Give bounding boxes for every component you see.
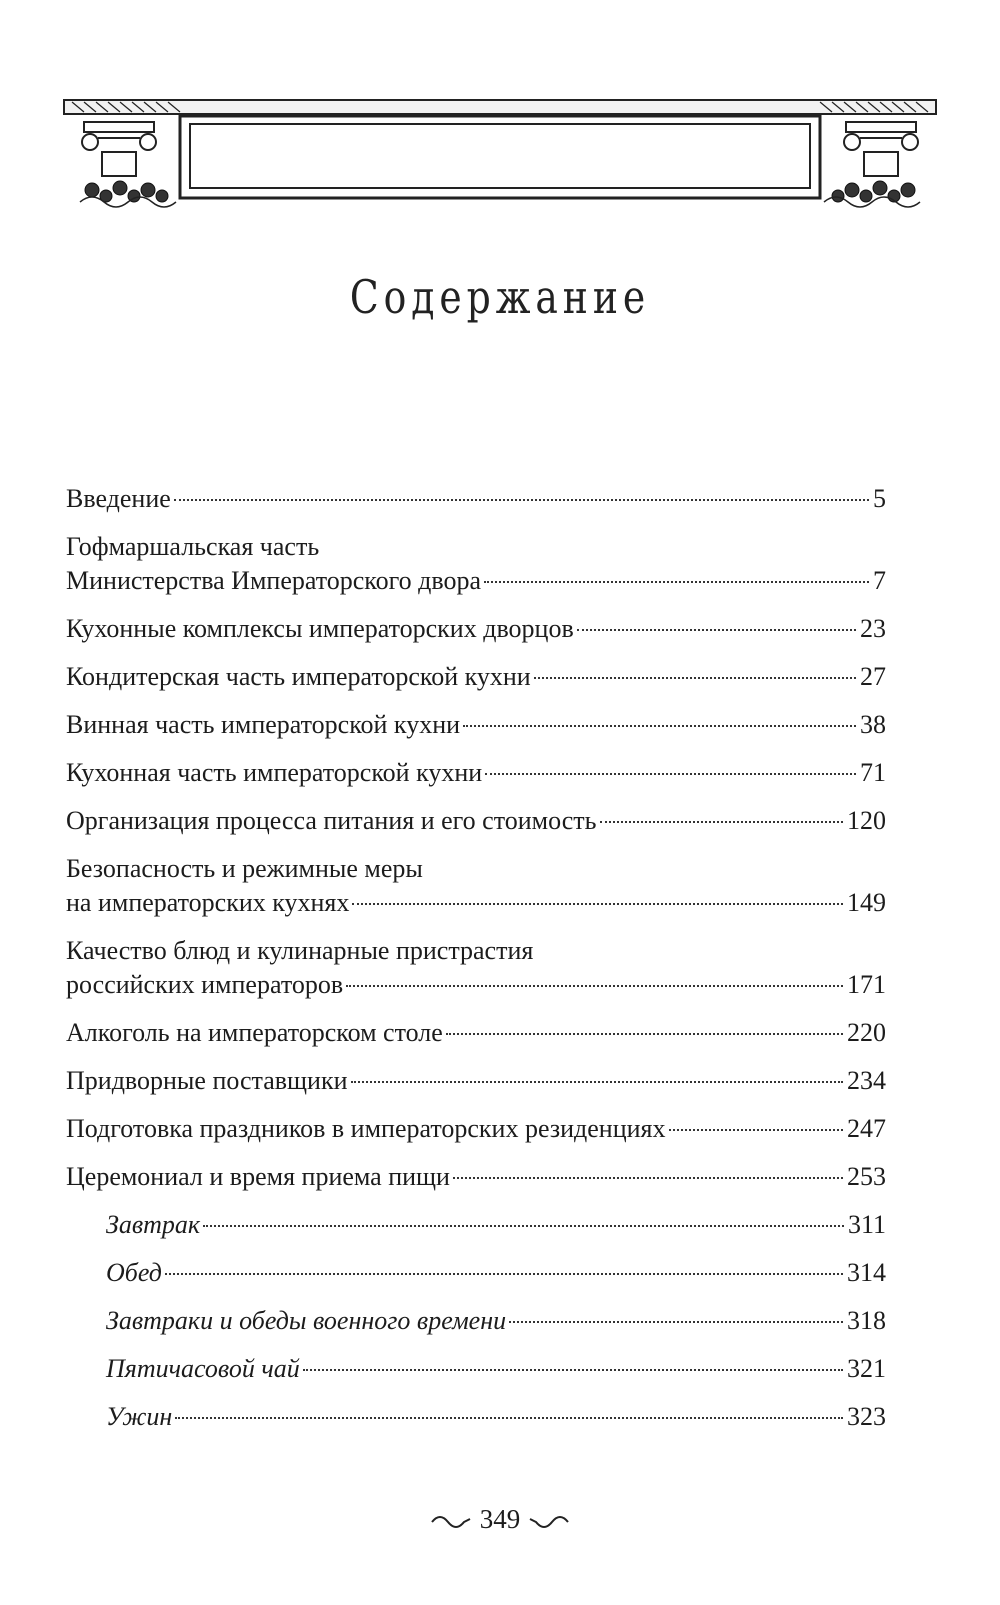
dot-leader	[351, 1081, 843, 1083]
dot-leader	[352, 903, 843, 905]
toc-entry-page: 311	[847, 1210, 886, 1239]
toc-entry-label: Церемониал и время приема пищи	[66, 1162, 450, 1191]
toc-entry-page: 234	[847, 1066, 886, 1095]
toc-entry-label: российских императоров	[66, 970, 344, 999]
toc-subentry	[66, 1304, 886, 1338]
toc-entry-page: 23	[860, 614, 886, 643]
toc-entry-label: Министерства Императорского двора	[66, 566, 481, 595]
toc-entry-label: Кухонная часть императорской кухни	[66, 758, 483, 787]
toc-entry-label: Введение	[66, 484, 171, 513]
dot-leader	[203, 1225, 844, 1227]
toc-entry-page: 220	[847, 1018, 886, 1047]
toc-entry-page: 323	[847, 1402, 886, 1431]
toc-entry-label: Кухонные комплексы императорских дворцов	[66, 614, 574, 643]
toc-entry-page: 7	[873, 566, 886, 595]
dot-leader	[600, 821, 844, 823]
dot-leader	[534, 677, 856, 679]
toc-entry-page: 253	[847, 1162, 886, 1191]
dot-leader	[446, 1033, 843, 1035]
toc-entry	[66, 756, 886, 790]
toc-subentry	[66, 1256, 886, 1290]
toc-entry	[66, 660, 886, 694]
toc-entry-page: 149	[847, 888, 886, 917]
toc-entry	[66, 530, 886, 598]
table-of-contents	[66, 482, 886, 1434]
toc-entry	[66, 1112, 886, 1146]
toc-entry	[66, 1064, 886, 1098]
toc-entry-page: 171	[847, 970, 886, 999]
page-footer	[0, 1504, 1000, 1535]
toc-entry	[66, 1160, 886, 1194]
toc-entry-label: Пятичасовой чай	[106, 1354, 300, 1383]
toc-entry-page: 120	[847, 806, 886, 835]
dot-leader	[174, 499, 869, 501]
toc-entry-label: Придворные поставщики	[66, 1066, 348, 1095]
toc-entry	[66, 852, 886, 920]
wave-ornament-icon	[430, 1512, 472, 1528]
toc-subentry	[66, 1400, 886, 1434]
toc-subentry	[66, 1208, 886, 1242]
toc-entry-label-line1: Качество блюд и кулинарные пристрастия	[66, 936, 534, 965]
dot-leader	[669, 1129, 844, 1131]
toc-entry-label: Завтраки и обеды военного времени	[106, 1306, 507, 1335]
toc-entry-label: Кондитерская часть императорской кухни	[66, 662, 531, 691]
dot-leader	[509, 1321, 843, 1323]
toc-entry-label: Организация процесса питания и его стоимость	[66, 806, 597, 835]
wave-ornament-icon	[528, 1512, 570, 1528]
dot-leader	[453, 1177, 843, 1179]
dot-leader	[303, 1369, 843, 1371]
dot-leader	[165, 1273, 843, 1275]
page-title: Содержание	[349, 270, 651, 324]
toc-entry-label: Обед	[106, 1258, 162, 1287]
toc-entry-page: 5	[873, 484, 886, 513]
dot-leader	[463, 725, 856, 727]
toc-entry-label-line1: Безопасность и режимные меры	[66, 854, 423, 883]
toc-entry-page: 38	[860, 710, 886, 739]
toc-entry-label: на императорских кухнях	[66, 888, 350, 917]
toc-entry-page: 247	[847, 1114, 886, 1143]
toc-entry-label: Ужин	[106, 1402, 173, 1431]
dot-leader	[485, 773, 856, 775]
toc-entry	[66, 612, 886, 646]
toc-entry-label-line1: Гофмаршальская часть	[66, 532, 320, 561]
toc-entry-label: Подготовка праздников в императорских резиденциях	[66, 1114, 666, 1143]
toc-entry	[66, 482, 886, 516]
toc-entry	[66, 804, 886, 838]
toc-entry-page: 27	[860, 662, 886, 691]
toc-entry-page: 71	[860, 758, 886, 787]
toc-entry-page: 321	[847, 1354, 886, 1383]
toc-entry-page: 318	[847, 1306, 886, 1335]
toc-entry-label: Винная часть императорской кухни	[66, 710, 461, 739]
toc-entry-label: Завтрак	[106, 1210, 201, 1239]
toc-entry	[66, 1016, 886, 1050]
page-number: 349	[479, 1504, 521, 1534]
toc-entry-page: 314	[847, 1258, 886, 1287]
decorative-header-frame	[62, 92, 938, 214]
toc-entry	[66, 708, 886, 742]
dot-leader	[577, 629, 856, 631]
dot-leader	[175, 1417, 843, 1419]
dot-leader	[346, 985, 843, 987]
toc-entry-label: Алкоголь на императорском столе	[66, 1018, 443, 1047]
dot-leader	[484, 581, 869, 583]
toc-entry	[66, 934, 886, 1002]
toc-subentry	[66, 1352, 886, 1386]
